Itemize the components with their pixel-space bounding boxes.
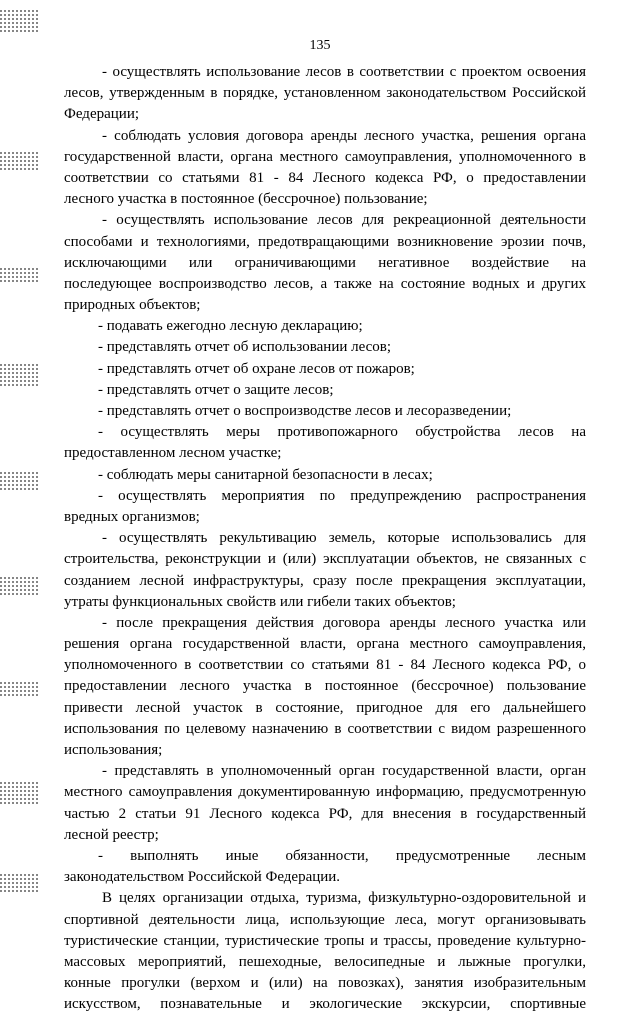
text-line: вредных организмов; [64, 508, 200, 525]
text-line: способами и технологиями, предотвращающими возникновение эрозии почв, [64, 233, 586, 250]
text-line: привести лесной участок в состояние, пригодное для его дальнейшего [64, 699, 586, 716]
text-line: лесной реестр; [64, 826, 159, 843]
text-line: местного самоуправления документированную информацию, предусмотренную [64, 784, 586, 801]
text-line: лесного участка в постоянное (бессрочное) пользование; [64, 191, 428, 208]
text-line: государственной власти, органа местного самоуправления, уполномоченного в [64, 148, 586, 165]
page-number: 135 [309, 38, 331, 53]
text-line: утраты функциональных свойств или гибели таких объектов; [64, 593, 456, 610]
text-line: - осуществлять использование лесов для рекреационной деятельности [102, 212, 586, 229]
text-line: В целях организации отдыха, туризма, физкультурно-оздоровительной и [102, 890, 586, 907]
text-line: туристические станции, туристические тропы и трассы, проведение культурно- [64, 932, 586, 949]
text-line: - осуществлять мероприятия по предупреждению распространения [98, 487, 586, 504]
text-line: исключающими или ограничивающими негативное воздействие на [64, 254, 586, 271]
text-line: строительства, реконструкции и (или) эксплуатации объектов, не связанных с [64, 551, 586, 568]
text-line: лесов, утвержденным в порядке, установленном законодательством Российской [64, 85, 586, 102]
text-line: - подавать ежегодно лесную декларацию; [98, 318, 363, 335]
scan-edge-artifact [0, 872, 40, 892]
text-line: решения органа государственной власти, органа местного самоуправления, [64, 636, 586, 653]
text-line: Федерации; [64, 106, 140, 123]
text-line: соответствии со статьями 81 - 84 Лесного кодекса РФ, о предоставлении [64, 169, 586, 186]
text-line: - осуществлять рекультивацию земель, которые использовались для [102, 530, 586, 547]
text-line: частью 2 статьи 91 Лесного кодекса РФ, для внесения в государственный [64, 805, 586, 822]
text-line: - представлять в уполномоченный орган государственной власти, орган [102, 763, 586, 780]
text-line: - соблюдать меры санитарной безопасности в лесах; [98, 466, 433, 483]
scan-edge-artifact [0, 680, 40, 696]
text-line: использования; [64, 742, 163, 758]
scan-edge-artifact [0, 575, 40, 595]
text-line: законодательством Российской Федерации. [64, 869, 341, 886]
text-line: созданием лесной инфраструктуры, сразу после прекращения эксплуатации, [64, 572, 586, 589]
scan-edge-artifact [0, 780, 40, 804]
scan-edge-artifact [0, 470, 40, 490]
scan-edge-artifact [0, 362, 40, 386]
text-line: - выполнять иные обязанности, предусмотренные лесным [98, 847, 586, 864]
text-line: - представлять отчет о воспроизводстве лесов и лесоразведении; [98, 403, 512, 419]
scan-edge-artifact [0, 8, 40, 32]
text-line: - представлять отчет об охране лесов от пожаров; [98, 360, 415, 377]
text-line: предоставлении лесного участка в постоянное (бессрочное) пользование [64, 678, 586, 695]
text-line: использования по целевому назначению в соответствии с видом разрешенного [64, 720, 586, 737]
text-line: - представлять отчет о защите лесов; [98, 381, 334, 398]
text-line: предоставленном лесном участке; [64, 445, 282, 462]
text-line: - осуществлять использование лесов в соответствии с проектом освоения [102, 64, 586, 80]
text-line: массовых мероприятий, пешеходные, велосипедные и лыжные прогулки, [64, 953, 586, 970]
text-line: конные прогулки (верхом и (или) на повозках), занятия изобразительным [64, 975, 586, 992]
text-line: - осуществлять меры противопожарного обустройства лесов на [98, 424, 586, 441]
text-line: - представлять отчет об использовании лесов; [98, 339, 392, 356]
scan-edge-artifact [0, 266, 40, 282]
text-line: уполномоченного в соответствии со статьями 81 - 84 Лесного кодекса РФ, о [64, 657, 586, 674]
text-line: - после прекращения действия договора аренды лесного участка или [102, 614, 586, 631]
text-line: - соблюдать условия договора аренды лесного участка, решения органа [102, 127, 586, 144]
body-text [64, 62, 586, 1015]
text-line: природных объектов; [64, 297, 201, 314]
text-line: спортивной деятельности лица, использующие леса, могут организовывать [64, 911, 586, 928]
text-line: искусством, познавательные и экологические экскурсии, спортивные [64, 996, 586, 1013]
scan-edge-artifact [0, 150, 40, 170]
text-line: последующее воспроизводство лесов, а также на состояние водных и других [64, 275, 586, 292]
